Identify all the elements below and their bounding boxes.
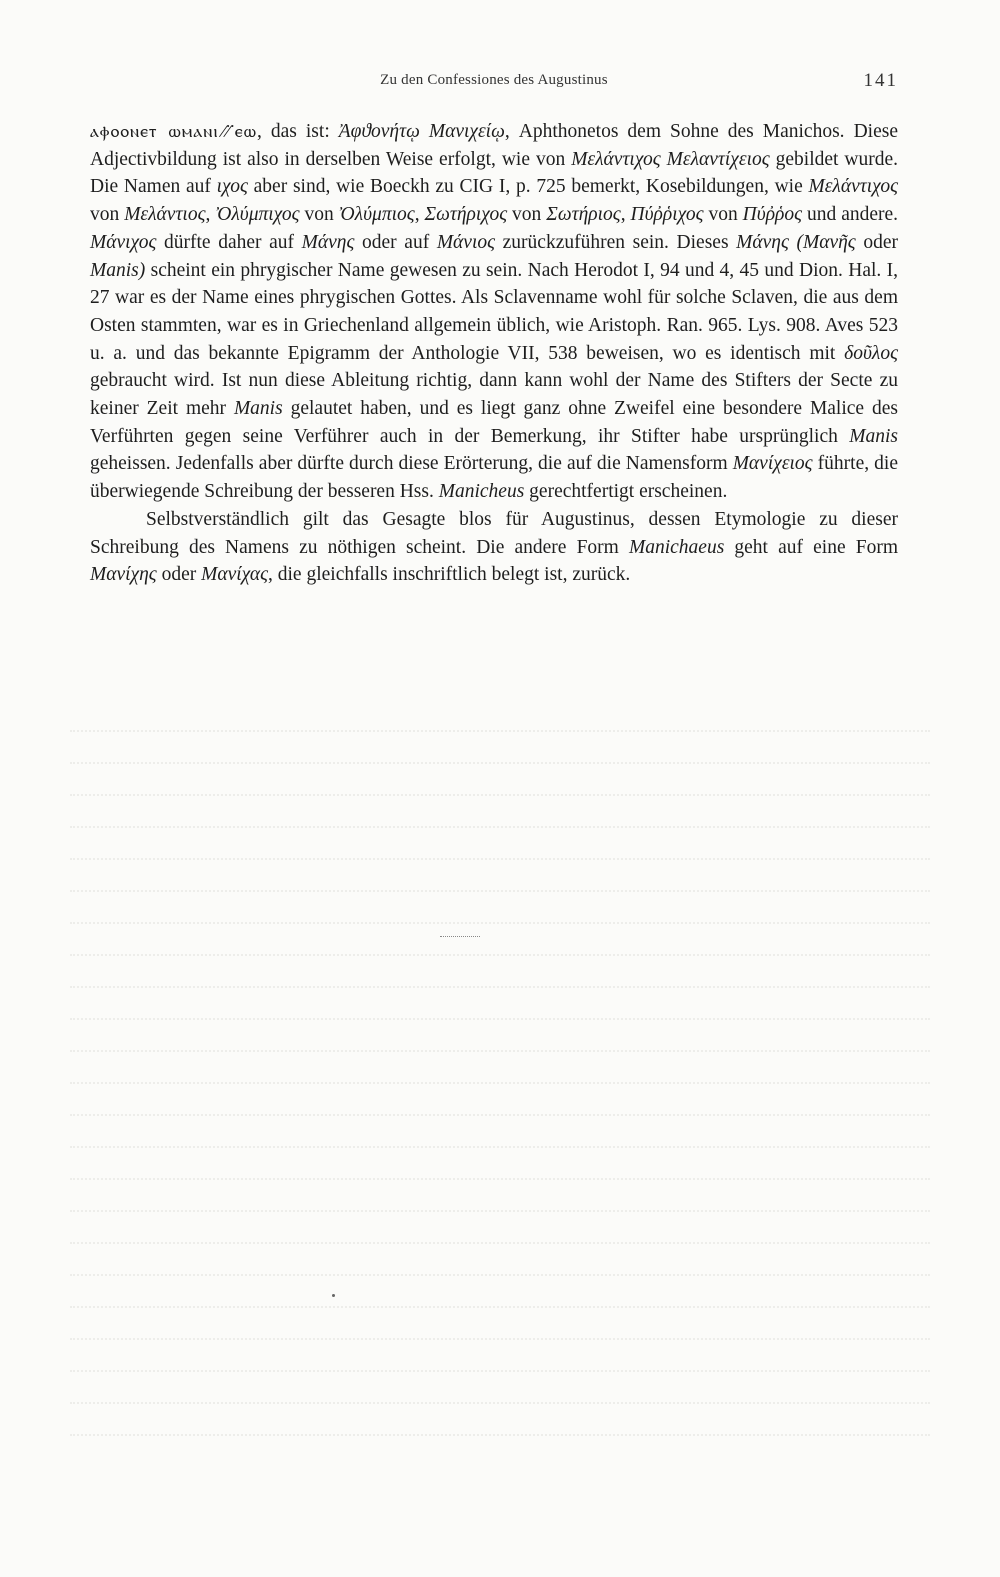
paragraph-1	[90, 118, 898, 506]
text-run: , die gleichfalls inschriftlich belegt ist, zurück.	[268, 564, 631, 586]
text-run: gelautet haben, und es liegt ganz ohne Zweifel eine besondere Malice des Verführten gegen seine Verführer auch in der Bemerkung, ihr Stifter habe ursprünglich	[90, 398, 898, 447]
text-run: gebildet wurde. Die Namen auf	[90, 148, 899, 198]
greek-term: Πύῤῥος	[742, 204, 803, 226]
body-text	[90, 118, 898, 589]
greek-term: Μάνιχος	[90, 231, 157, 253]
text-run: von	[299, 204, 339, 226]
greek-term: Μάνης	[301, 231, 355, 253]
greek-term: Μελάντιχος	[808, 176, 898, 198]
greek-term: Σωτήριος	[546, 204, 621, 226]
page-number: 141	[863, 70, 898, 91]
text-run: von	[90, 204, 125, 226]
text-run: , das ist:	[257, 121, 339, 142]
latin-term: Manis)	[90, 259, 146, 281]
latin-term: Manis	[849, 425, 898, 447]
greek-term: Ὀλύμπιος	[338, 204, 415, 226]
latin-term: Manichaeus	[628, 536, 725, 558]
page-header	[90, 72, 898, 96]
greek-term: Ὀλύμπιχος	[215, 204, 300, 226]
text-run: dürfte daher auf	[156, 231, 302, 253]
page-speck	[440, 936, 480, 938]
text-run: , Aphthonetos dem Sohne des Manichos. Diese Adjectivbildung ist also in derselben Weise erfolgt, wie von	[90, 121, 898, 170]
text-run: scheint ein phrygischer Name gewesen zu sein. Nach Herodot I, 94 und 4, 45 und Dion. Hal. I, 27 war es der Name eines phrygischen Gottes. Als Sclavenname wohl für solche Sclaven, die aus dem Osten stammten, war es in Griechenland allgemein üblich, wie Aristoph. Ran. 965. Lys. 908. Aves 523 u. a. und das bekannte Epigramm der Anthologie VII, 538 beweisen, wo es identisch mit	[90, 259, 898, 364]
greek-term: δοῦλος	[844, 342, 898, 364]
text-run: oder	[855, 231, 898, 253]
greek-term: Πύῤῥιχος	[630, 204, 704, 226]
running-title: Zu den Confessiones des Augustinus	[380, 72, 608, 88]
text-run: gerechtfertigt erscheinen.	[524, 481, 728, 503]
text-run: geheissen. Jedenfalls aber dürfte durch diese Erörterung, die auf die Namensform	[90, 453, 733, 475]
text-run: oder auf	[354, 231, 437, 253]
text-run: oder	[156, 564, 202, 586]
greek-term: Μανίχης	[90, 564, 157, 586]
text-run: aber sind, wie Boeckh zu CIG I, p. 725 bemerkt, Kosebildungen, wie	[247, 176, 809, 198]
greek-term: ιχος	[216, 176, 248, 198]
show-through-texture	[70, 700, 930, 1460]
paragraph-2	[90, 506, 898, 589]
text-run: ,	[205, 204, 216, 226]
greek-term: Σωτήριχος	[424, 204, 508, 226]
greek-term: Μάνιος	[436, 231, 496, 253]
greek-term: Μελάντιος	[124, 204, 206, 226]
page-speck	[332, 1294, 335, 1297]
text-run: zurückzuführen sein. Dieses	[495, 231, 737, 253]
text-run: und andere.	[802, 204, 899, 226]
latin-term: Manis	[233, 398, 283, 420]
text-run: ,	[620, 204, 631, 226]
text-run: Selbstverständlich gilt das Gesagte blos für Augustinus, dessen Etymologie zu dieser Schreibung des Namens zu nöthigen scheint. Die andere Form	[90, 508, 898, 558]
latin-term: Manicheus	[438, 481, 525, 503]
text-run: von	[507, 204, 547, 226]
greek-term: Μάνης (Μανῆς	[736, 231, 856, 253]
greek-term: Ἀφϑονήτῳ Μανιχείῳ	[338, 121, 505, 142]
greek-term: Μελάντιχος Μελαντίχειος	[571, 148, 770, 170]
text-run: geht auf eine Form	[724, 536, 898, 558]
text-run: führte, die überwiegende Schreibung der besseren Hss.	[90, 453, 898, 503]
greek-term: Μανίχας	[201, 564, 268, 586]
text-run: gebraucht wird. Ist nun diese Ableitung richtig, dann kann wohl der Name des Stifters der Secte zu keiner Zeit mehr	[90, 370, 898, 420]
text-run: von	[703, 204, 743, 226]
greek-term: Μανίχειος	[732, 453, 813, 475]
text-run: ,	[414, 204, 425, 226]
coptic-inscription: ⲁⲫⲟⲟⲛⲉⲧ ⲱⲙⲁⲛⲓ⳼ⲉⲱ	[90, 121, 257, 142]
